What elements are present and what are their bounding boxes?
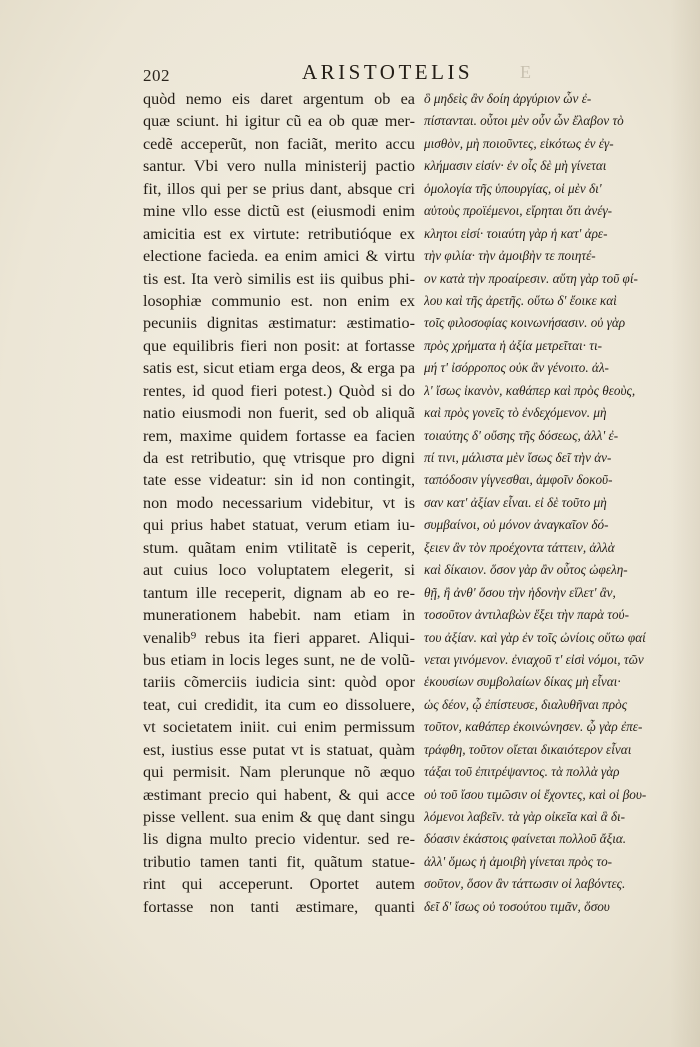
greek-text-line: τοσοῦτον ἀντιλαβὼν ἕξει τὴν παρὰ τού- xyxy=(424,607,629,623)
latin-text-line: munerationem habebit. nam etiam in xyxy=(143,606,415,625)
greek-text-line: λόμενοι λαβεῖν. τὰ γὰρ οἰκεῖα καὶ ἃ δι- xyxy=(424,809,626,824)
latin-text-line: rentes, id quod fieri potest.) Quòd si do xyxy=(143,381,415,400)
latin-text-line: æstimant precio qui habent, & qui acce xyxy=(143,785,415,804)
greek-text-line: πρὸς χρήματα ἡ ἀξία μετρεῖται· τι- xyxy=(424,337,603,353)
greek-text-line: λου καὶ τῆς ἀρετῆς. οὕτω δ' ἔοικε καὶ xyxy=(424,292,617,308)
latin-text-line: qui prius habet statuat, verum etiam iu- xyxy=(143,516,415,535)
latin-text-line: electione facieda. ea enim amici & virtu xyxy=(143,247,415,266)
latin-text-line: amicitia est ex virtute: retributióque ex xyxy=(143,224,415,243)
greek-text-line: ξειεν ἂν τὸν προέχοντα τάττειν, ἀλλὰ xyxy=(424,539,615,555)
latin-text-line: tariis cõmerciis iudicia sint: quòd opor xyxy=(143,673,415,692)
greek-text-line: πίστανται. οὗτοι μὲν οὖν ὧν ἔλαβον τὸ xyxy=(424,113,624,129)
greek-text-line: κλητοι εἰσί· τοιαύτη γὰρ ἡ κατ' ἀρε- xyxy=(424,225,608,241)
greek-text-line: καὶ δίκαιον. ὅσον γὰρ ἂν οὗτος ὠφελη- xyxy=(424,562,628,578)
greek-text-line: τοῦτον, καθάπερ ἐκοινώνησεν. ᾧ γὰρ ἐπε- xyxy=(424,719,643,735)
latin-text-line: da est retributio, quę vtrisque pro digni xyxy=(143,449,415,467)
greek-text-line: τοῖς φιλοσοφίας κοινωνήσασιν. οὐ γὰρ xyxy=(424,315,626,331)
latin-text-line: tate esse videatur: sin id non contingit, xyxy=(143,471,415,490)
latin-text-line: cedẽ acceperũt, non faciãt, merito accu xyxy=(143,134,415,153)
latin-text-line: pecuniis dignitas æstimatur: æstimatio- xyxy=(143,314,415,333)
greek-text-line: τάξαι τοῦ ἐπιτρέψαντος. τὰ πολλὰ γὰρ xyxy=(424,764,620,780)
greek-text-line: καὶ πρὸς γονεῖς τὸ ἐνδεχόμενον. μὴ xyxy=(424,405,607,421)
greek-text-line: ον κατὰ τὴν προαίρεσιν. αὕτη γὰρ τοῦ φί- xyxy=(424,270,638,286)
latin-text-line: losophiæ communio est. non enim ex xyxy=(143,291,415,310)
latin-text-line: rem, maxime quidem fortasse ea facien xyxy=(143,426,415,445)
latin-text-line: fit, illos qui per se prius dant, absque cri xyxy=(143,179,415,198)
greek-text-line: νεται γινόμενον. ἐνιαχοῦ τ' εἰσὶ νόμοι, τῶν xyxy=(424,651,644,667)
latin-column xyxy=(143,88,415,918)
greek-text-line: σαν κατ' ἀξίαν εἶναι. εἰ δὲ τοῦτο μὴ xyxy=(424,494,607,510)
latin-text-line: mine vllo esse dictũ est (eiusmodi enim xyxy=(143,202,415,221)
latin-text-line: est, iustius esse putat vt is statuat, quàm xyxy=(143,740,415,759)
greek-text-line: θῇ, ἢ ἀνθ' ὅσου τὴν ἡδονὴν εἵλετ' ἂν, xyxy=(424,584,616,600)
latin-text-line: stum. quãtam enim vtilitatẽ is ceperit, xyxy=(143,538,415,557)
greek-text-line: μισθὸν, μὴ ποιοῦντες, εἰκότως ἐν ἐγ- xyxy=(424,135,614,151)
latin-text-line: venalib⁹ rebus ita fieri apparet. Aliqui- xyxy=(143,628,415,647)
running-head: ARISTOTELIS xyxy=(302,60,474,84)
greek-column xyxy=(424,88,646,918)
latin-text-line: bus etiam in locis leges sunt, ne de volũ- xyxy=(143,650,415,669)
latin-text-line: tributio tamen tanti fit, quãtum statue- xyxy=(143,852,415,871)
greek-text-line: τὴν φιλία· τὴν ἀμοιβὴν τε ποιητέ- xyxy=(424,248,596,264)
latin-text-line: natio eiusmodi non fuerit, sed ob aliquã xyxy=(143,404,415,423)
greek-text-line: δόασιν ἑκάστοις φαίνεται πολλοῦ ἄξια. xyxy=(424,831,627,847)
greek-text-line: τράφθη, τοῦτον οἴεται δικαιότερον εἶναι xyxy=(424,741,632,757)
greek-text-line: οὐ τοῦ ἴσου τιμῶσιν οἱ ἔχοντες, καὶ οἱ βου- xyxy=(424,786,646,802)
latin-text-line: teat, cui credidit, ita cum eo dissoluere, xyxy=(143,695,415,714)
latin-text-line: pisse vellent. sua enim & quę dant singu xyxy=(143,808,415,826)
latin-text-line: que equilibris fieri non posit: at fortasse xyxy=(143,336,415,355)
page-edge-shadow xyxy=(670,0,700,1047)
greek-text-line: ἀλλ' ὅμως ἡ ἀμοιβὴ γίνεται πρὸς το- xyxy=(424,853,613,869)
latin-text-line: qui permisit. Nam plerunque nõ æquo xyxy=(143,763,415,782)
page-number: 202 xyxy=(143,66,170,85)
greek-text-line: σοῦτον, ὅσον ἂν τάττωσιν οἱ λαβόντες. xyxy=(424,876,626,892)
greek-text-line: ἑκουσίων συμβολαίων δίκας μὴ εἶναι· xyxy=(424,674,621,690)
greek-text-line: λ' ἴσως ἱκανὸν, καθάπερ καὶ πρὸς θεοὺς, xyxy=(424,382,636,398)
latin-text-line: tis est. Ita verò similis est iis quibus phi- xyxy=(143,269,415,288)
greek-text-line: κλήμασιν εἰσίν· ἐν οἷς δὲ μὴ γίνεται xyxy=(424,158,607,174)
greek-text-line: ὃ μηδεὶς ἂν δοίη ἀργύριον ὧν ἐ- xyxy=(424,91,592,106)
latin-text-line: satis est, sicut etiam erga deos, & erga pa xyxy=(143,359,415,378)
greek-text-line: συμβαίνοι, οὐ μόνον ἀναγκαῖον δό- xyxy=(424,517,609,533)
latin-text-line: lis digna multo precio videntur. sed re- xyxy=(143,830,415,849)
latin-text-line: tantum ille receperit, dignam ab eo re- xyxy=(143,583,415,602)
latin-text-line: quòd nemo eis daret argentum ob ea xyxy=(143,90,415,108)
show-through-letter: E xyxy=(520,62,531,82)
greek-text-line: τοιαύτης δ' οὔσης τῆς δόσεως, ἀλλ' ἐ- xyxy=(424,427,619,443)
latin-text-line: vt societatem iniit. cui enim permissum xyxy=(143,718,415,737)
greek-text-line: αὑτοὺς προϊέμενοι, εἴρηται ὅτι ἀνέγ- xyxy=(424,203,613,219)
latin-text-line: quæ sciunt. hi igitur cũ ea ob quæ mer- xyxy=(143,112,415,131)
latin-text-line: fortasse non tanti æstimare, quanti xyxy=(143,897,415,916)
greek-text-line: μή τ' ἰσόρροπος οὐκ ἂν γένοιτο. ἀλ- xyxy=(424,360,609,376)
greek-text-line: ταπόδοσιν γίγνεσθαι, ἀμφοῖν δοκοῦ- xyxy=(424,472,613,488)
latin-text-line: non modo necessarium videbitur, vt is xyxy=(143,493,415,512)
latin-text-line: rint qui acceperunt. Oportet autem xyxy=(143,875,415,894)
greek-text-line: δεῖ δ' ἴσως οὐ τοσούτου τιμᾶν, ὅσου xyxy=(424,898,610,914)
latin-text-line: santur. Vbi vero nulla ministerij pactio xyxy=(143,157,415,176)
greek-text-line: του ἀξίαν. καὶ γὰρ ἐν τοῖς ὠνίοις οὕτω φαί xyxy=(424,629,646,645)
greek-text-line: πί τινι, μάλιστα μὲν ἴσως δεῖ τὴν ἀν- xyxy=(424,450,612,465)
latin-text-line: aut cuius loco voluptatem elegerit, si xyxy=(143,561,415,580)
greek-text-line: ὡς δέον, ᾧ ἐπίστευσε, διαλυθῆναι πρὸς xyxy=(424,696,628,712)
greek-text-line: ὁμολογία τῆς ὑπουργίας, οἱ μὲν δι' xyxy=(424,180,602,196)
